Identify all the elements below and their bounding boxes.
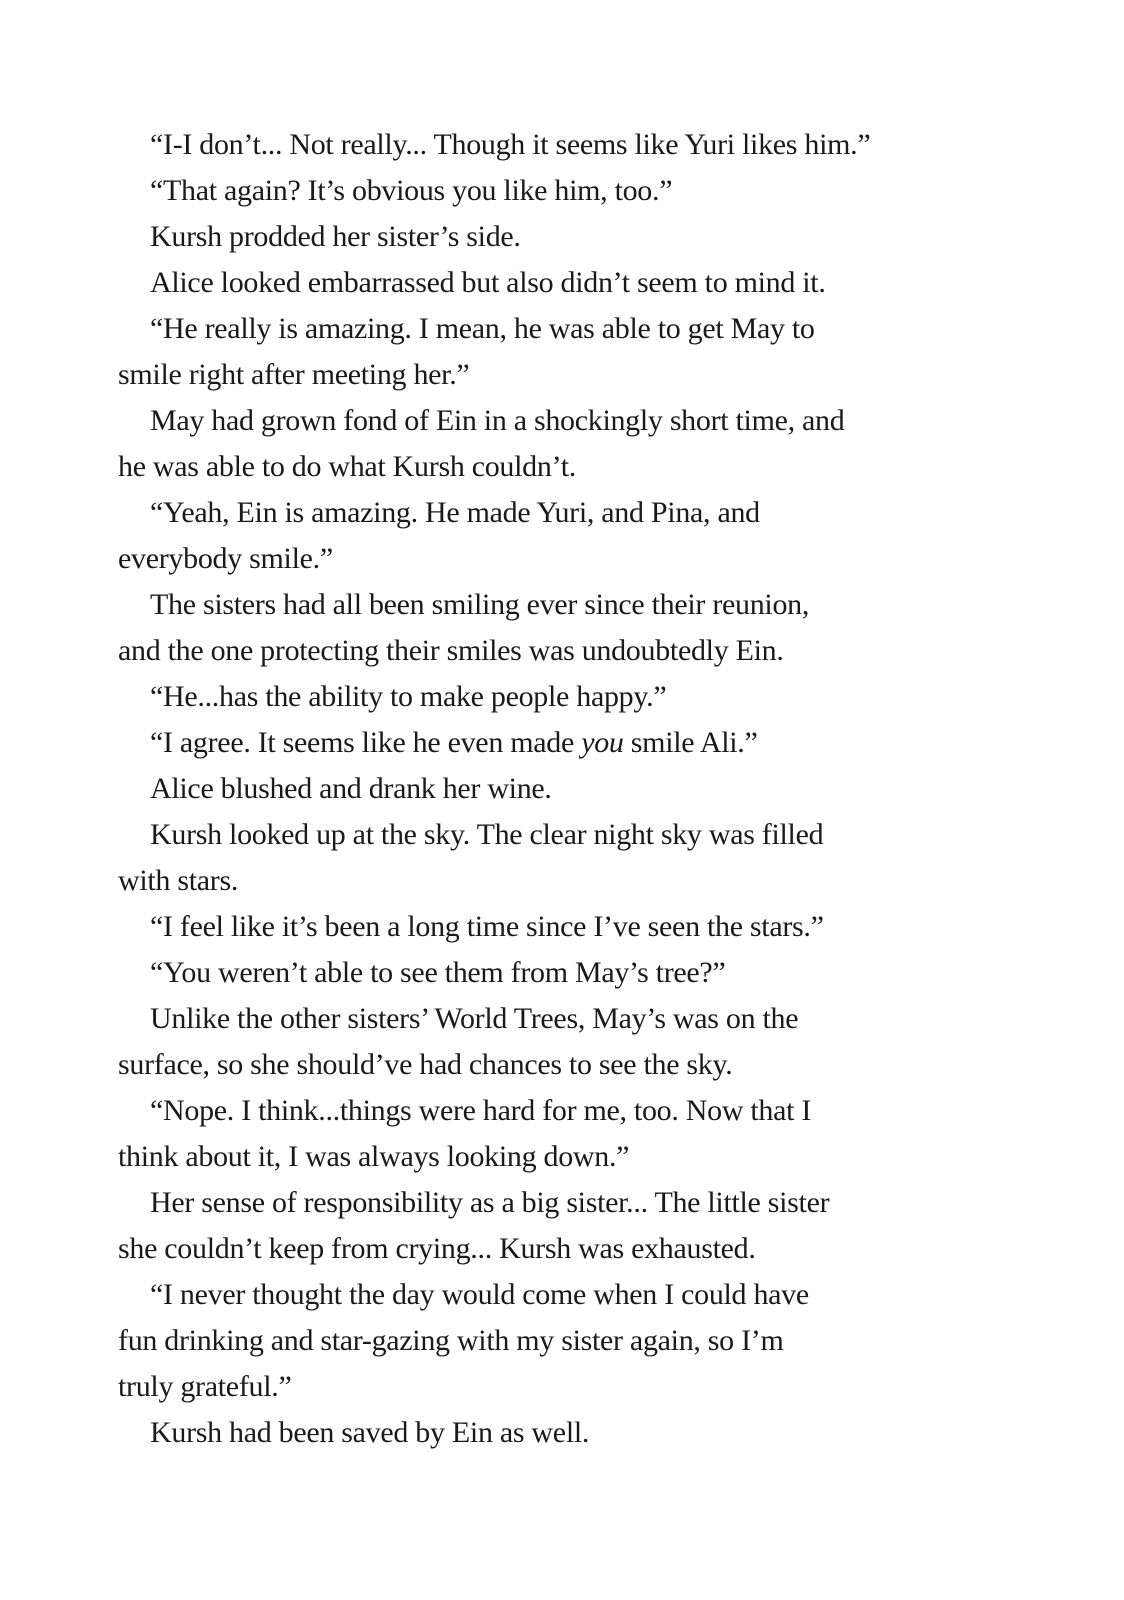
text-line (118, 1410, 1030, 1456)
text-line (118, 352, 1030, 398)
paragraph (118, 398, 1030, 490)
text-segment: “He...has the ability to make people happy.” (150, 680, 667, 713)
text-line (118, 812, 1030, 858)
text-line (118, 674, 1030, 720)
text-segment: The sisters had all been smiling ever since their reunion, (150, 588, 810, 621)
text-segment: she couldn’t keep from crying... Kursh was exhausted. (118, 1232, 756, 1265)
text-line (118, 1226, 1030, 1272)
text-segment: with stars. (118, 864, 239, 897)
text-line (118, 1134, 1030, 1180)
text-segment: Her sense of responsibility as a big sister... The little sister (150, 1186, 830, 1219)
paragraph (118, 674, 1030, 720)
text-segment: “That again? It’s obvious you like him, too.” (150, 174, 673, 207)
paragraph (118, 766, 1030, 812)
text-segment: “You weren’t able to see them from May’s tree?” (150, 956, 726, 989)
paragraph (118, 1180, 1030, 1272)
paragraph (118, 720, 1030, 766)
text-segment: Kursh had been saved by Ein as well. (150, 1416, 590, 1449)
text-segment: Alice looked embarrassed but also didn’t seem to mind it. (150, 266, 826, 299)
paragraph (118, 582, 1030, 674)
text-segment: fun drinking and star-gazing with my sister again, so I’m (118, 1324, 784, 1357)
text-segment: “I feel like it’s been a long time since I’ve seen the stars.” (150, 910, 824, 943)
paragraph (118, 904, 1030, 950)
text-line (118, 628, 1030, 674)
text-line (118, 398, 1030, 444)
text-line (118, 260, 1030, 306)
text-line (118, 444, 1030, 490)
text-segment: think about it, I was always looking down.” (118, 1140, 630, 1173)
text-segment: he was able to do what Kursh couldn’t. (118, 450, 576, 483)
text-line (118, 306, 1030, 352)
text-segment: Alice blushed and drank her wine. (150, 772, 552, 805)
paragraph (118, 1088, 1030, 1180)
text-segment: truly grateful.” (118, 1370, 292, 1403)
italic-text: you (581, 726, 624, 759)
text-line (118, 1272, 1030, 1318)
paragraph (118, 1272, 1030, 1410)
paragraph (118, 812, 1030, 904)
paragraph (118, 214, 1030, 260)
text-segment: “I agree. It seems like he even made (150, 726, 582, 759)
text-line (118, 766, 1030, 812)
text-line (118, 1364, 1030, 1410)
text-line (118, 720, 1030, 766)
page-text (118, 122, 1030, 1456)
text-line (118, 214, 1030, 260)
paragraph (118, 950, 1030, 996)
text-line (118, 1042, 1030, 1088)
paragraph (118, 996, 1030, 1088)
text-segment: smile Ali.” (623, 726, 758, 759)
text-segment: “I-I don’t... Not really... Though it seems like Yuri likes him.” (150, 128, 871, 161)
text-segment: “Nope. I think...things were hard for me, too. Now that I (150, 1094, 812, 1127)
text-segment: “He really is amazing. I mean, he was able to get May to (150, 312, 815, 345)
text-line (118, 950, 1030, 996)
text-segment: “I never thought the day would come when I could have (150, 1278, 809, 1311)
text-line (118, 536, 1030, 582)
text-line (118, 1318, 1030, 1364)
paragraph (118, 122, 1030, 168)
text-line (118, 582, 1030, 628)
paragraph (118, 168, 1030, 214)
text-line (118, 122, 1030, 168)
text-line (118, 1088, 1030, 1134)
text-segment: surface, so she should’ve had chances to see the sky. (118, 1048, 733, 1081)
text-segment: smile right after meeting her.” (118, 358, 470, 391)
text-line (118, 904, 1030, 950)
text-line (118, 168, 1030, 214)
text-segment: Kursh looked up at the sky. The clear night sky was filled (150, 818, 824, 851)
text-line (118, 858, 1030, 904)
paragraph (118, 260, 1030, 306)
paragraph (118, 490, 1030, 582)
paragraph (118, 1410, 1030, 1456)
text-segment: Kursh prodded her sister’s side. (150, 220, 521, 253)
paragraph (118, 306, 1030, 398)
text-line (118, 1180, 1030, 1226)
text-segment: and the one protecting their smiles was undoubtedly Ein. (118, 634, 784, 667)
text-segment: May had grown fond of Ein in a shockingly short time, and (150, 404, 845, 437)
text-line (118, 996, 1030, 1042)
text-line (118, 490, 1030, 536)
text-segment: “Yeah, Ein is amazing. He made Yuri, and Pina, and (150, 496, 760, 529)
text-segment: Unlike the other sisters’ World Trees, May’s was on the (150, 1002, 799, 1035)
text-segment: everybody smile.” (118, 542, 333, 575)
